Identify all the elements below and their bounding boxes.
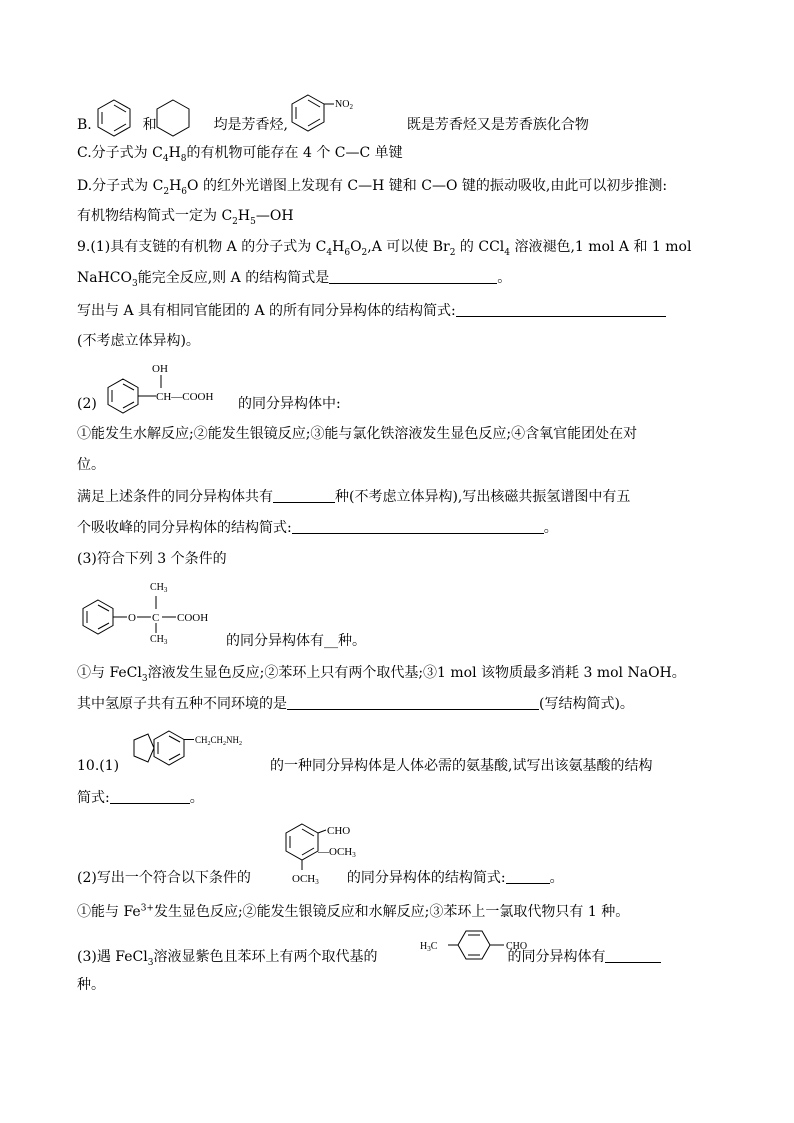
q8-option-d (77, 177, 667, 195)
cho-label: CHO (327, 825, 351, 837)
q10-text: 。 (549, 870, 564, 886)
cho-label: CHO (506, 941, 528, 952)
phenoxy-isobutyric-acid-structure (80, 580, 230, 646)
q9-part2-ask1 (77, 488, 630, 506)
q10-part1-label (77, 757, 119, 775)
c-label: C (152, 612, 160, 624)
q10-part3-line2 (77, 976, 105, 994)
q9-part1-line3 (77, 302, 666, 320)
q9-sub: 4 (326, 247, 333, 258)
q9-sub: 4 (504, 247, 511, 258)
methylbenzaldehyde-structure (418, 929, 548, 973)
q9-text: 的 CCl (455, 239, 505, 255)
q9-text: O (350, 239, 362, 255)
cyclohexane-structure (155, 98, 191, 140)
q9-text: 写出与 A 具有相同官能团的 A 的所有同分异构体的结构简式: (77, 303, 456, 319)
q9-part2-cond2 (77, 456, 105, 474)
q9-text: ,A 可以使 Br (367, 239, 450, 255)
q9-part3-intro (77, 550, 227, 568)
q8-c-text: C.分子式为 C (77, 145, 163, 161)
q10-sup: 3+ (140, 903, 154, 914)
q8-c-text: 的有机物可能存在 4 个 C—C 单键 (186, 145, 403, 161)
q8-option-c (77, 144, 403, 162)
q9-sub: 2 (361, 247, 368, 258)
benzene-structure (96, 98, 132, 140)
q9-sub: 2 (449, 247, 456, 258)
q10-text: 的一种同分异构体是人体必需的氨基酸,试写出该氨基酸的结构 (270, 758, 653, 774)
q8-d-text: D.分子式为 C (77, 178, 164, 194)
cooh-label: COOH (177, 612, 209, 624)
q10-text: (2)写出一个符合以下条件的 (77, 870, 251, 886)
q9-part1-line2 (77, 269, 511, 287)
ch3-bottom-label: $CH_3$ (150, 634, 168, 646)
q10-sub: 3 (147, 957, 154, 968)
q9-text: 位。 (77, 457, 105, 473)
q9-part1-line4 (77, 332, 200, 350)
ch-cooh-label: CH—COOH (156, 391, 214, 403)
q9-part2-tail (238, 395, 341, 413)
q10-part2-line (77, 869, 564, 887)
nitrobenzene-structure (288, 92, 368, 134)
h3c-label: $H_3C$ (420, 941, 438, 953)
q10-text: 发生显色反应;②能发生银镜反应和水解反应;③苯环上一氯取代物只有 1 种。 (153, 904, 630, 920)
answer-blank[interactable] (110, 789, 190, 804)
q9-sub: 6 (344, 247, 351, 258)
answer-blank[interactable] (287, 695, 539, 710)
q9-text: 9.(1)具有支链的有机物 A 的分子式为 C (77, 239, 327, 255)
q9-text: H (332, 239, 345, 255)
q8-d-sub: 5 (250, 216, 256, 227)
q9-text: (不考虑立体异构)。 (77, 333, 200, 349)
q10-text: 10.(1) (77, 758, 120, 774)
q9-part2-label (77, 395, 97, 413)
q9-sub: 3 (132, 278, 138, 289)
q9-text: 。 (497, 270, 512, 286)
q10-part3-line1 (77, 948, 661, 966)
answer-blank[interactable] (605, 948, 661, 963)
q10-text: (3)遇 FeCl (77, 949, 148, 965)
q8-d-text: 有机物结构简式一定为 C (77, 208, 233, 224)
q10-text: 。 (189, 790, 204, 806)
q9-part2-cond1 (77, 425, 637, 443)
q9-text: 溶液褪色,1 mol A 和 1 mol (510, 239, 692, 255)
q10-part1-tail (270, 757, 652, 775)
q9-text: 满足上述条件的同分异构体共有 (77, 489, 273, 505)
q8-b-mid: 均是芳香烃, (213, 117, 289, 133)
q8-b-end: 既是芳香烃又是芳香族化合物 (406, 117, 589, 133)
q9-text: (写结构简式)。 (539, 696, 634, 712)
q8-d-text: O 的红外光谱图上发现有 C—H 键和 C—O 键的振动吸收,由此可以初步推测: (187, 178, 668, 194)
q8-b-prefix: B. (77, 117, 92, 133)
answer-blank[interactable] (456, 302, 666, 317)
q10-text: 溶液显紫色且苯环上有两个取代基的 (153, 949, 378, 965)
q9-text: 的同分异构体有__种。 (226, 633, 366, 649)
q9-text: ①能发生水解反应;②能发生银镜反应;③能与氯化铁溶液发生显色反应;④含氧官能团处在对 (77, 426, 638, 442)
q8-d-sub: 2 (163, 186, 170, 197)
q9-part3-tail (226, 632, 366, 650)
q8-d-sub: 2 (232, 216, 238, 227)
o-label: O (128, 612, 136, 624)
och3-bottom-label: OCH3 (292, 873, 319, 886)
q10-part1-line2 (77, 789, 204, 807)
q8-c-sub: 8 (180, 153, 187, 164)
q10-part2-cond (77, 903, 629, 921)
q9-text: 种(不考虑立体异构),写出核磁共振氢谱图中有五 (335, 489, 631, 505)
mandelic-acid-structure (104, 363, 244, 415)
q9-part3-ask (77, 695, 634, 713)
methylenedioxy-phenethylamine-structure (124, 726, 274, 778)
q8-b-and: 和 (142, 117, 157, 133)
q9-text: (2) (77, 396, 97, 412)
q10-text: 种。 (77, 977, 105, 993)
och3-side-label: —OCH3 (318, 846, 356, 859)
q9-part1-line1 (77, 238, 691, 256)
q8-option-d-line2 (77, 207, 294, 225)
q9-part2-ask2 (77, 519, 558, 537)
q9-part3-cond (77, 664, 686, 682)
ch2ch2nh2-label: $CH_2CH_2NH_2$ (195, 735, 243, 747)
q8-d-h: H (237, 208, 251, 224)
q8-d-text: —OH (255, 208, 294, 224)
q9-sub: 3 (141, 673, 148, 684)
q9-text: ①与 FeCl (77, 665, 142, 681)
q9-text: NaHCO (77, 270, 132, 286)
q10-text: 的同分异构体有 (507, 949, 606, 965)
q8-d-sub: 6 (181, 186, 188, 197)
no2-label: $NO_2$ (335, 99, 353, 111)
answer-blank[interactable] (506, 869, 550, 884)
answer-blank[interactable] (273, 488, 335, 503)
oh-label: OH (152, 363, 168, 375)
q8-c-sub: 4 (162, 153, 169, 164)
q8-d-h: H (169, 178, 182, 194)
q9-text: 的同分异构体中: (238, 396, 341, 412)
answer-blank[interactable] (329, 269, 497, 284)
q10-text: 的同分异构体的结构简式: (346, 870, 506, 886)
q10-text: ①能与 Fe (77, 904, 141, 920)
q9-text: 其中氢原子共有五种不同环境的是 (77, 696, 287, 712)
ch3-top-label: $CH_3$ (150, 582, 168, 594)
q9-text: 溶液发生显色反应;②苯环上只有两个取代基;③1 mol 该物质最多消耗 3 mol NaOH。 (147, 665, 686, 681)
answer-blank[interactable] (292, 519, 544, 534)
q9-text: 能完全反应,则 A 的结构简式是 (137, 270, 330, 286)
q9-text: 个吸收峰的同分异构体的结构简式: (77, 520, 292, 536)
q8-c-h: H (168, 145, 181, 161)
q10-text: 简式: (77, 790, 110, 806)
q9-text: 。 (543, 520, 558, 536)
q9-text: (3)符合下列 3 个条件的 (77, 551, 227, 567)
